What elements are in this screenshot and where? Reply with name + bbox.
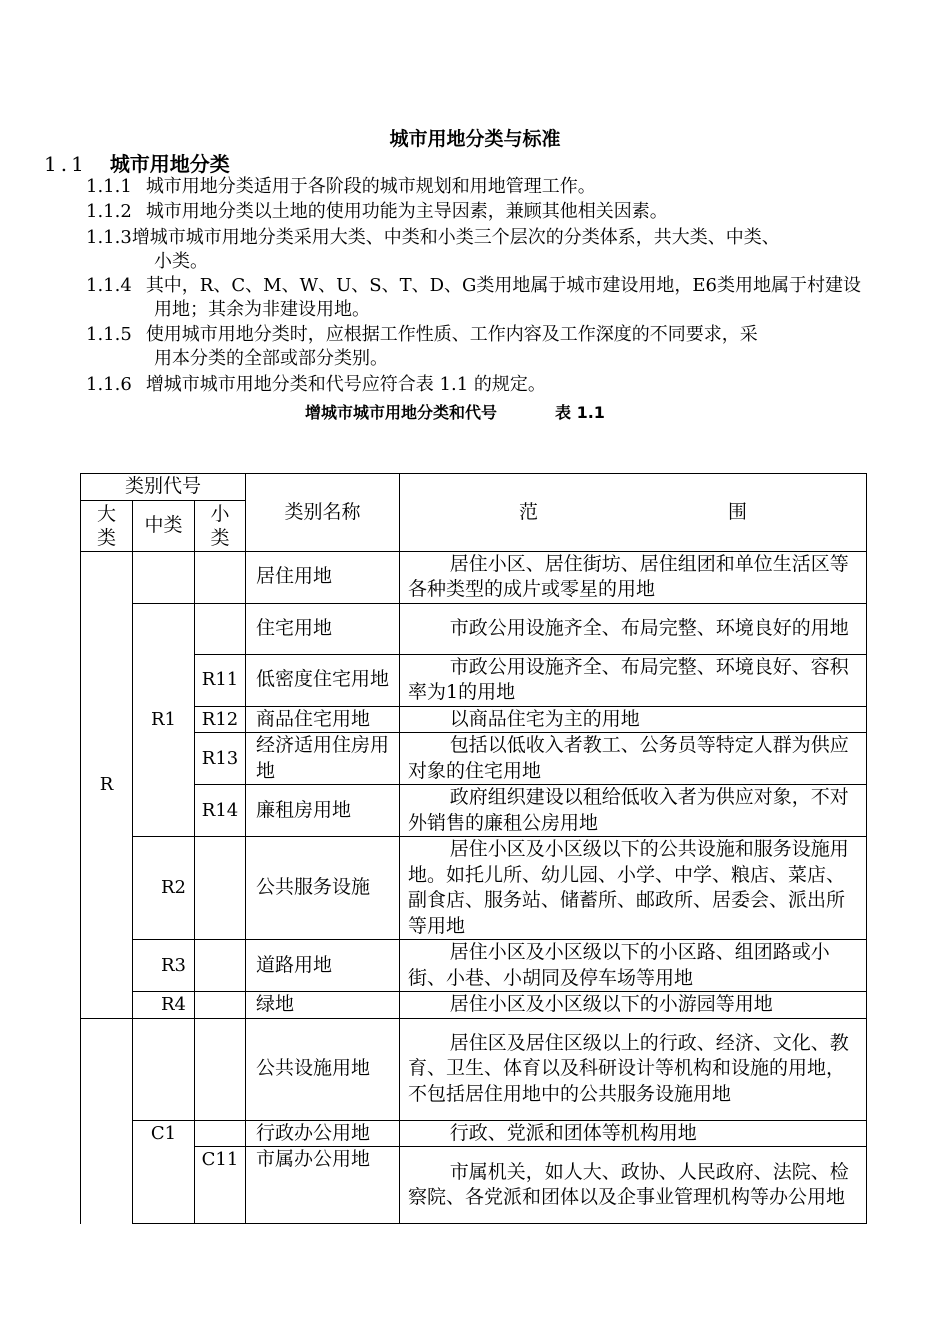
minor-code-cell — [195, 940, 246, 992]
header-minor-label: 小类 — [210, 502, 230, 549]
table-row — [81, 992, 867, 1019]
table-number: 表 1.1 — [555, 403, 605, 422]
header-range-char-1: 范 — [518, 500, 538, 523]
minor-code-cell: R11 — [195, 654, 246, 706]
category-name-cell: 住宅用地 — [246, 603, 400, 654]
middle-code-cell: R3 — [133, 940, 195, 992]
header-category-name: 类别名称 — [246, 474, 400, 552]
table-row — [81, 837, 867, 940]
clause-continuation: 用地；其余为非建设用地。 — [154, 299, 370, 320]
category-name-cell: 公共设施用地 — [246, 1018, 400, 1120]
table-caption-title: 增城市城市用地分类和代号 — [305, 403, 498, 422]
minor-code-cell: C11 — [195, 1147, 246, 1224]
table-row — [81, 706, 867, 733]
header-category-code: 类别代号 — [81, 474, 246, 501]
category-name-cell: 低密度住宅用地 — [246, 654, 400, 706]
table-row — [81, 1120, 867, 1147]
middle-code-cell: R4 — [133, 992, 195, 1019]
clause-number: 1.1.1 — [86, 176, 132, 197]
table-row — [81, 785, 867, 837]
clause-number: 1.1.5 — [86, 324, 132, 345]
minor-code-cell — [195, 551, 246, 603]
minor-code-cell — [195, 603, 246, 654]
minor-code-cell: R12 — [195, 706, 246, 733]
section-number: 1.1 — [44, 152, 88, 176]
clause-text: 城市用地分类以土地的使用功能为主导因素，兼顾其他相关因素。 — [145, 201, 668, 222]
header-major-label: 大类 — [97, 502, 117, 549]
range-cell: 市政公用设施齐全、布局完整、环境良好、容积率为1的用地 — [400, 654, 867, 706]
table-row — [81, 940, 867, 992]
category-name-cell: 居住用地 — [246, 551, 400, 603]
category-name-cell: 商品住宅用地 — [246, 706, 400, 733]
minor-code-cell: R13 — [195, 733, 246, 785]
middle-code-cell: R1 — [133, 603, 195, 837]
major-code-cell — [81, 1018, 133, 1224]
range-cell: 市属机关，如人大、政协、人民政府、法院、检察院、各党派和团体以及企事业管理机构等办公用地 — [400, 1147, 867, 1224]
minor-code-cell — [195, 992, 246, 1019]
clause-1-1-2 — [86, 200, 916, 224]
clause-text: 增城市城市用地分类和代号应符合表 1.1 的规定。 — [145, 374, 546, 395]
minor-code-cell — [195, 1120, 246, 1147]
section-heading — [44, 148, 230, 177]
category-name-cell: 市属办公用地 — [246, 1147, 400, 1224]
clause-text: 增城市城市用地分类采用大类、中类和小类三个层次的分类体系，共大类、中类、 — [131, 227, 780, 248]
clause-1-1-6 — [86, 373, 916, 397]
clause-number: 1.1.6 — [86, 374, 132, 395]
category-name-cell: 廉租房用地 — [246, 785, 400, 837]
range-cell: 居住小区及小区级以下的小游园等用地 — [400, 992, 867, 1019]
clause-1-1-4 — [86, 274, 916, 322]
range-cell: 居住小区及小区级以下的小区路、组团路或小街、小巷、小胡同及停车场等用地 — [400, 940, 867, 992]
header-major-class — [81, 500, 133, 551]
table-row — [81, 733, 867, 785]
clause-continuation: 小类。 — [154, 251, 208, 272]
clause-text: 其中，R、C、M、W、U、S、T、D、G类用地属于城市建设用地，E6类用地属于村建设 — [145, 275, 861, 296]
major-code-cell: R — [81, 551, 133, 1018]
clause-number: 1.1.4 — [86, 275, 132, 296]
table-header-row — [81, 474, 867, 501]
clause-number: 1.1.3 — [86, 227, 132, 248]
minor-code-cell — [195, 837, 246, 940]
middle-code-cell: C1 — [133, 1120, 195, 1224]
clause-number: 1.1.2 — [86, 201, 132, 222]
clause-continuation: 用本分类的全部或部分类别。 — [154, 348, 388, 369]
minor-code-cell: R14 — [195, 785, 246, 837]
header-minor-class — [195, 500, 246, 551]
header-range — [400, 474, 867, 552]
range-cell: 居住区及居住区级以上的行政、经济、文化、教育、卫生、体育以及科研设计等机构和设施的用地，不包括居住用地中的公共服务设施用地 — [400, 1018, 867, 1120]
table-row — [81, 551, 867, 603]
range-cell: 包括以低收入者教工、公务员等特定人群为供应对象的住宅用地 — [400, 733, 867, 785]
category-name-cell: 道路用地 — [246, 940, 400, 992]
clause-1-1-3 — [86, 226, 916, 274]
category-name-cell: 经济适用住房用地 — [246, 733, 400, 785]
category-name-cell: 行政办公用地 — [246, 1120, 400, 1147]
middle-code-cell: R2 — [133, 837, 195, 940]
table-row — [81, 1147, 867, 1224]
land-use-classification-table — [80, 473, 867, 1224]
header-middle-class: 中类 — [133, 500, 195, 551]
header-range-char-2: 围 — [728, 500, 748, 523]
range-cell: 居住小区、居住街坊、居住组团和单位生活区等各种类型的成片或零星的用地 — [400, 551, 867, 603]
range-cell: 居住小区及小区级以下的公共设施和服务设施用地。如托儿所、幼儿园、小学、中学、粮店、菜店、副食店、服务站、储蓄所、邮政所、居委会、派出所等用地 — [400, 837, 867, 940]
clause-text: 城市用地分类适用于各阶段的城市规划和用地管理工作。 — [145, 176, 596, 197]
section-label: 城市用地分类 — [109, 152, 230, 176]
category-name-cell: 绿地 — [246, 992, 400, 1019]
table-row — [81, 654, 867, 706]
table-caption — [305, 400, 605, 423]
middle-code-cell — [133, 551, 195, 603]
range-cell: 以商品住宅为主的用地 — [400, 706, 867, 733]
table-row — [81, 603, 867, 654]
range-cell: 政府组织建设以租给低收入者为供应对象，不对外销售的廉租公房用地 — [400, 785, 867, 837]
table-row — [81, 1018, 867, 1120]
middle-code-cell — [133, 1018, 195, 1120]
document-title: 城市用地分类与标准 — [389, 128, 561, 150]
minor-code-cell — [195, 1018, 246, 1120]
clause-1-1-1 — [86, 175, 916, 199]
range-cell: 行政、党派和团体等机构用地 — [400, 1120, 867, 1147]
range-cell: 市政公用设施齐全、布局完整、环境良好的用地 — [400, 603, 867, 654]
clause-text: 使用城市用地分类时，应根据工作性质、工作内容及工作深度的不同要求，采 — [145, 324, 758, 345]
category-name-cell: 公共服务设施 — [246, 837, 400, 940]
clause-1-1-5 — [86, 323, 916, 371]
